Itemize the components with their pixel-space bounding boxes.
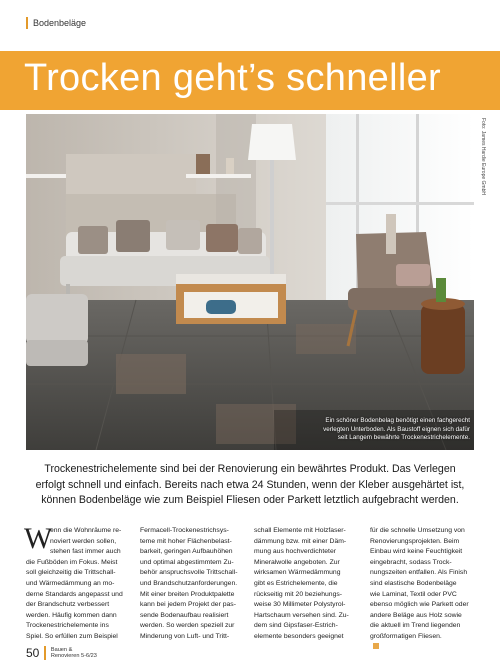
- body-line: rückseitig mit 20 beziehungs-: [254, 590, 343, 598]
- footer-bar: [44, 646, 46, 660]
- body-columns: [24, 522, 474, 640]
- body-line: barkeit, geringen Aufbauhöhen: [140, 548, 233, 556]
- body-line: stehen fast immer auch: [50, 548, 121, 556]
- photo-credit-text: Foto: James Hardie Europe GmbH: [480, 118, 486, 195]
- body-column-4: [370, 526, 474, 649]
- body-line: Einbau wird keine Feuchtigkeit: [370, 548, 463, 556]
- magazine-line: Renovieren 5-6/23: [50, 653, 97, 659]
- photo-credit: [478, 118, 486, 268]
- body-line-last: [370, 632, 474, 649]
- body-column-1: [24, 522, 130, 643]
- section-label: Bodenbeläge: [33, 18, 87, 28]
- body-line: mung aus hochverdichteter: [254, 548, 336, 556]
- body-line: schall Elemente mit Holzfaser-: [254, 527, 346, 534]
- body-line: großformatigen Fliesen.: [370, 632, 442, 640]
- section-bar: [26, 17, 28, 29]
- body-line: dem sind Gipsfaser-Estrich-: [254, 622, 338, 630]
- body-line: andere Beläge aus Holz sowie: [370, 611, 462, 619]
- body-line: derne Standards angepasst und: [26, 590, 123, 598]
- body-line: Mineralwolle angeboten. Zur: [254, 558, 340, 566]
- body-line: enn die Wohnräume re-: [50, 527, 122, 534]
- body-column-3: [254, 526, 362, 643]
- body-line: weise 30 Millimeter Polystyrol-: [254, 601, 346, 609]
- lead-line: erfolgt schnell und einfach. Bereits nach etwa 24 Stunden, wenn der Kleber ausgehärtet ist,: [35, 478, 465, 491]
- photo-caption: [270, 417, 470, 443]
- page-number: 50: [26, 646, 40, 660]
- lead-line: können Bodenbeläge wie zum Beispiel Fliesen oder Parkett letztlich aufgebracht werden.: [41, 494, 459, 506]
- body-line: Renovierungsprojekten. Beim: [370, 537, 460, 545]
- body-line: die Fußböden im Fokus. Meist: [26, 558, 118, 566]
- body-line: der Brandschutz verbessert: [26, 601, 110, 609]
- body-line: Fermacell-Trockenestrichsys-: [140, 527, 229, 534]
- caption-line: Ein schöner Bodenbelag benötigt einen fachgerecht: [325, 417, 470, 424]
- body-line: Hartschaum versehen sind. Zu-: [254, 611, 349, 619]
- body-line: sind elastische Bodenbeläge: [370, 579, 457, 587]
- body-line: die aktuell im Trend liegenden: [370, 622, 461, 630]
- magazine-line: Bauen &: [50, 646, 73, 653]
- body-line: gibt es Estrichelemente, die: [254, 579, 338, 587]
- lead-paragraph: [26, 462, 474, 509]
- body-line: elemente besonders geeignet: [254, 632, 344, 640]
- body-line: wirksamen Wärmedämmung: [254, 569, 341, 577]
- lead-line: Trockenestrichelemente sind bei der Renovierung ein bewährtes Produkt. Das Verlegen: [44, 463, 456, 475]
- body-line: kann bei jedem Projekt der pas-: [140, 601, 236, 609]
- body-line: und Brandschutzanforderungen.: [140, 579, 238, 587]
- magazine-name: [51, 647, 97, 660]
- body-line: eingebracht, sodass Trock-: [370, 558, 452, 566]
- living-room-photo: [26, 114, 474, 450]
- body-line: noviert werden sollen,: [50, 537, 117, 545]
- page-title: Trocken geht’s schneller: [24, 57, 441, 99]
- body-line: wie Laminat, Textil oder PVC: [370, 590, 457, 598]
- body-line: Minderung von Luft- und Tritt-: [140, 632, 230, 640]
- drop-cap: W: [24, 522, 53, 555]
- section-tag: [26, 17, 86, 29]
- body-line: dämmung bzw. mit einer Däm-: [254, 537, 347, 545]
- body-line: ebenso möglich wie Parkett oder: [370, 601, 469, 609]
- caption-line: verlegten Unterboden. Als Baustoff eignen sich dafür: [323, 425, 470, 433]
- body-line: und optimal abgestimmtem Zu-: [140, 558, 234, 566]
- body-line: nungszeiten entfallen. Als Finish: [370, 569, 468, 577]
- page-footer: [26, 646, 97, 660]
- body-line: Trockenestrichelemente ins: [26, 622, 109, 630]
- body-line: Spiel. So erfüllen zum Beispiel: [26, 632, 118, 640]
- body-column-2: [140, 526, 246, 643]
- body-line: behör anspruchsvolle Trittschall-: [140, 569, 238, 577]
- end-mark-icon: [373, 643, 379, 649]
- body-line: Mit einer breiten Produktpalette: [140, 590, 235, 598]
- body-line: teme mit hoher Flächenbelast-: [140, 537, 232, 545]
- body-line: und Wärmedämmung an mo-: [26, 579, 115, 587]
- body-line: sende Bodenaufbau realisiert: [140, 611, 229, 619]
- body-line: für die schnelle Umsetzung von: [370, 527, 465, 534]
- body-line: werden. Häufig kommen dann: [26, 611, 117, 619]
- caption-line: seit Langem bewährte Trockenestrichelemente.: [337, 434, 470, 441]
- body-line: soll gleichzeitig die Trittschall-: [26, 569, 116, 577]
- body-line: werden. So werden speziell zur: [140, 622, 235, 630]
